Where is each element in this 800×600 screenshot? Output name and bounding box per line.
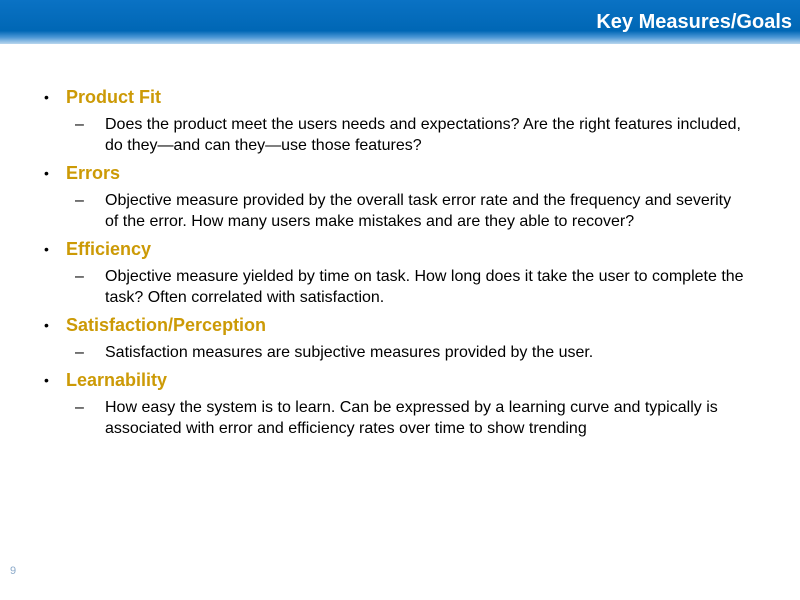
bullet-icon: •: [44, 241, 49, 257]
list-item-satisfaction: [44, 314, 744, 363]
bullet-list: [44, 86, 744, 445]
heading-row: [44, 314, 744, 336]
page-number: 9: [10, 565, 17, 577]
sub-row: [44, 266, 744, 308]
list-item-efficiency: [44, 238, 744, 308]
sub-row: [44, 397, 744, 439]
heading-row: [44, 369, 744, 391]
title-bar: [0, 0, 800, 44]
dash-icon: –: [75, 116, 84, 133]
sub-row: [44, 114, 744, 156]
list-item-learnability: [44, 369, 744, 439]
item-heading: Errors: [66, 163, 121, 183]
dash-icon: –: [75, 399, 84, 416]
bullet-icon: •: [44, 165, 49, 181]
slide-title: Key Measures/Goals: [596, 11, 792, 33]
item-detail: Objective measure provided by the overall task error rate and the frequency and severity of the error. How many users make mistakes and are they able to recover?: [105, 192, 732, 230]
list-item-product-fit: [44, 86, 744, 156]
sub-row: [44, 190, 744, 232]
item-detail: Does the product meet the users needs and expectations? Are the right features included, do they—and can they—use those features?: [105, 116, 741, 154]
item-detail: Satisfaction measures are subjective measures provided by the user.: [105, 344, 594, 361]
heading-row: [44, 238, 744, 260]
list-item-errors: [44, 162, 744, 232]
dash-icon: –: [75, 268, 84, 285]
dash-icon: –: [75, 192, 84, 209]
item-heading: Efficiency: [66, 239, 152, 259]
heading-row: [44, 162, 744, 184]
item-heading: Learnability: [66, 370, 168, 390]
item-heading: Satisfaction/Perception: [66, 315, 267, 335]
bullet-icon: •: [44, 89, 49, 105]
item-detail: Objective measure yielded by time on task. How long does it take the user to complete the task? Often correlated with satisfaction.: [105, 268, 744, 306]
sub-row: [44, 342, 744, 363]
heading-row: [44, 86, 744, 108]
bullet-icon: •: [44, 317, 49, 333]
dash-icon: –: [75, 344, 84, 361]
bullet-icon: •: [44, 372, 49, 388]
item-heading: Product Fit: [66, 87, 161, 107]
item-detail: How easy the system is to learn. Can be expressed by a learning curve and typically is associated with error and efficiency rates over time to show trending: [105, 399, 718, 437]
